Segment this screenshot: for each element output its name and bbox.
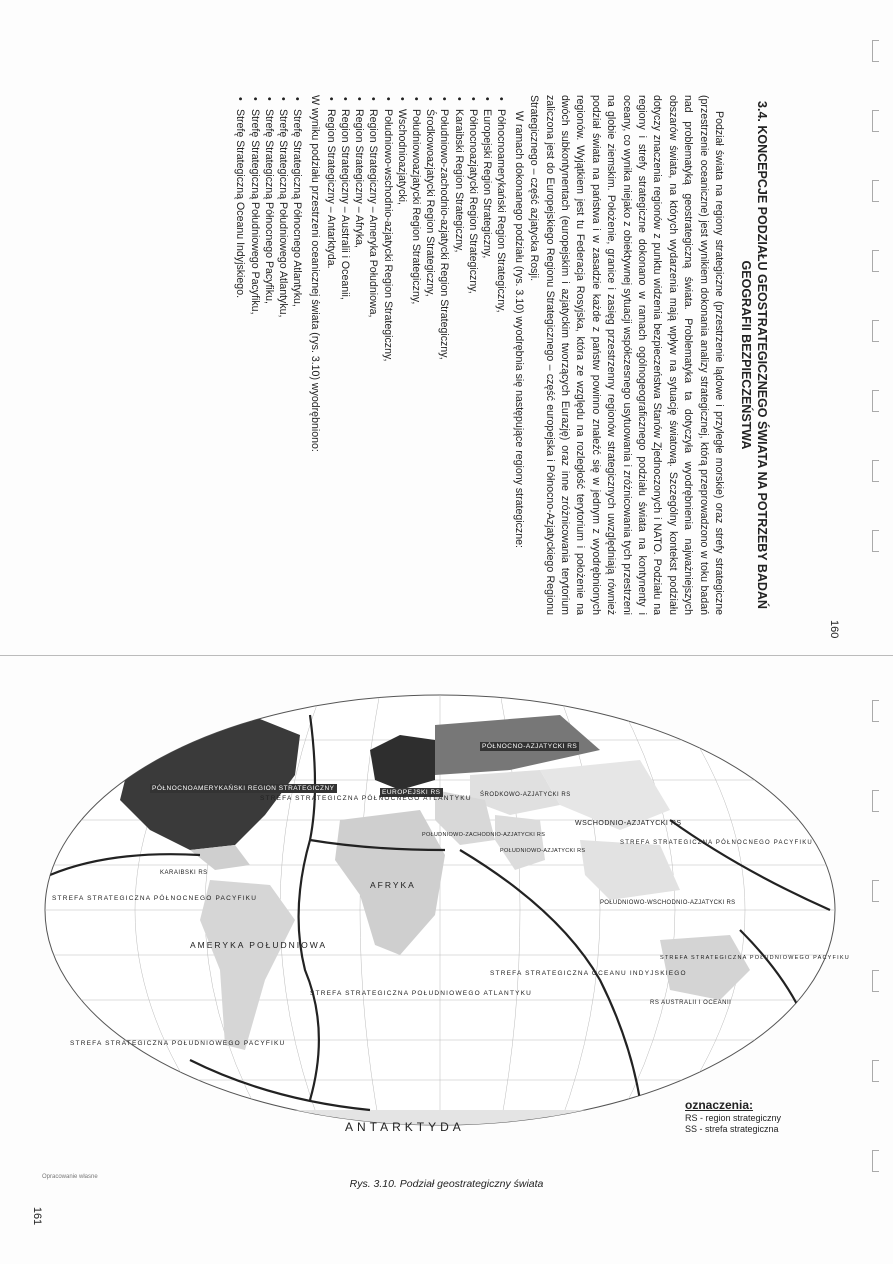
regions-list — [324, 95, 509, 615]
paragraph-zones-intro: W wyniku podziału przestrzeni oceanicznej świata (rys. 3.10) wyodrębniono: — [308, 95, 321, 452]
figure-caption: Rys. 3.10. Podział geostrategiczny świata — [349, 1178, 544, 1190]
label-south-pacific-west: STREFA STRATEGICZNA POŁUDNIOWEGO PACYFIKU — [70, 1040, 286, 1047]
label-africa: AFRYKA — [370, 880, 416, 890]
label-se-asia: POŁUDNIOWO-WSCHODNIO-AZJATYCKI RS — [600, 900, 736, 906]
list-item: • Południowo-zachodnio-azjatycki Region Strategiczny, — [437, 109, 451, 615]
page-number-left: 160 — [828, 620, 840, 639]
world-map — [40, 680, 850, 1160]
label-north-pacific-east: STREFA STRATEGICZNA PÓŁNOCNEGO PACYFIKU — [620, 840, 813, 846]
paragraph-regions-intro: W ramach dokonanego podziału (rys. 3.10) wyodrębnia się następujące regiony strategiczne: — [512, 111, 525, 548]
label-south-america: AMERYKA POŁUDNIOWA — [190, 940, 328, 950]
list-item: • Karaibski Region Strategiczny, — [452, 109, 466, 615]
list-item: • Region Strategiczny – Afryka, — [352, 109, 366, 615]
list-item: • Północnoamerykański Region Strategiczny, — [494, 109, 508, 615]
map-legend — [685, 1100, 835, 1135]
section-title: 3.4. KONCEPCJE PODZIAŁU GEOSTRATEGICZNEGO ŚWIATA NA POTRZEBY BADAŃ GEOGRAFII BEZPIECZEŃSTWA — [739, 101, 769, 609]
page-number-right: 161 — [31, 1206, 44, 1226]
list-item: • Strefę Strategiczną Południowego Atlantyku, — [276, 109, 290, 615]
list-item: • Środkowoazjatycki Region Strategiczny, — [423, 109, 437, 615]
label-australia: RS AUSTRALII I OCEANII — [650, 1000, 732, 1006]
label-europe: EUROPEJSKI RS — [382, 789, 441, 796]
zones-list — [233, 95, 304, 615]
label-antarctica: ANTARKTYDA — [345, 1120, 465, 1134]
list-item: • Region Strategiczny – Antarktyda. — [324, 109, 338, 615]
label-north-atlantic: STREFA STRATEGICZNA PÓŁNOCNEGO ATLANTYKU — [260, 795, 472, 802]
list-item: • Strefę Strategiczną Południowego Pacyfiku, — [247, 109, 261, 615]
list-item: • Południowoazjatycki Region Strategiczny, — [409, 109, 423, 615]
list-item: • Region Strategiczny – Australii i Oceanii, — [338, 109, 352, 615]
map-graphic — [40, 680, 840, 1160]
page-divider — [0, 655, 893, 656]
list-item: • Północnoazjatycki Region Strategiczny, — [466, 109, 480, 615]
label-north-asia: PÓŁNOCNO-AZJATYCKI RS — [482, 743, 578, 750]
book-edge — [866, 0, 886, 1264]
label-south-atlantic: STREFA STRATEGICZNA POŁUDNIOWEGO ATLANTYKU — [310, 990, 533, 997]
label-caribbean: KARAIBSKI RS — [160, 870, 208, 876]
paragraph-intro: Podział świata na regiony strategiczne (przestrzenie lądowe i przyległe morskie) oraz strefy strategiczne (przestrzenie oceaniczne) jest wynikiem dokonania analizy strategicznej, którą przeprowadzono w toku badań nad problematyką geostrategiczną świata. Problematyka ta dotyczyła wyodrębnienia najważniejszych obszarów świata, na których wydarzenia mają wpływ na sytuację światową. Szczególny kontekst podziału dotyczy znaczenia regionów z punktu widzenia bezpieczeństwa Stanów Zjednoczonych i NATO. Podziału na regiony i strefy strategiczne dokonano w ramach ogólnogeograficznego podziału świata na kontynenty i oceany, co wynika niejako z obiektywnej sytuacji współczesnego usytuowania i zróżnicowania tych przestrzeni na globie ziemskim. Położenie, granice i zasięg przestrzenny regionów strategicznych uwzględniają również podział świata na państwa i w zasadzie każde z państw powinno znaleźć się w jednym z wyodrębnionych regionów. Wyjątkiem jest tu Federacja Rosyjska, która ze względu na rozległość terytorium i położenie na dwóch subkontynentach (europejskim i azjatyckim tworzących Eurazję) oraz inne zróżnicowania terytorium zaliczona jest do Europejskiego Regionu Strategicznego – część europejska i Północno-Azjatyckiego Regionu Strategicznego – część azjatycka Rosji. — [528, 95, 725, 615]
label-north-pacific-west: STREFA STRATEGICZNA PÓŁNOCNEGO PACYFIKU — [52, 895, 258, 902]
legend-ss: SS - strefa strategiczna — [685, 1124, 779, 1134]
list-item: • Region Strategiczny – Ameryka Południowa, — [366, 109, 380, 615]
list-item: • Południowo-wschodnio-azjatycki Region Strategiczny, — [380, 109, 394, 615]
list-item: • Wschodnioazjatycki, — [395, 109, 409, 615]
label-north-america: PÓŁNOCNOAMERYKAŃSKI REGION STRATEGICZNY — [152, 785, 335, 792]
label-sw-asia: POŁUDNIOWO-ZACHODNIO-AZJATYCKI RS — [422, 832, 546, 838]
label-indian-ocean: STREFA STRATEGICZNA OCEANU INDYJSKIEGO — [490, 970, 687, 977]
list-item: • Strefę Strategiczną Północnego Atlantyku, — [290, 109, 304, 615]
label-east-asia: WSCHODNIO-AZJATYCKI RS — [575, 820, 682, 827]
list-item: • Strefę Strategiczną Oceanu Indyjskiego. — [233, 109, 247, 615]
legend-rs: RS - region strategiczny — [685, 1113, 782, 1123]
legend-title: oznaczenia: — [685, 1098, 754, 1112]
text-page — [70, 10, 850, 650]
source-note: Opracowanie własne — [42, 1174, 98, 1180]
label-south-pacific-east: STREFA STRATEGICZNA POŁUDNIOWEGO PACYFIKU — [660, 955, 850, 961]
label-central-asia: ŚRODKOWO-AZJATYCKI RS — [480, 792, 571, 798]
list-item: • Europejski Region Strategiczny, — [480, 109, 494, 615]
list-item: • Strefę Strategiczną Północnego Pacyfiku, — [262, 109, 276, 615]
label-south-asia: POŁUDNIOWO-AZJATYCKI RS — [500, 848, 586, 854]
